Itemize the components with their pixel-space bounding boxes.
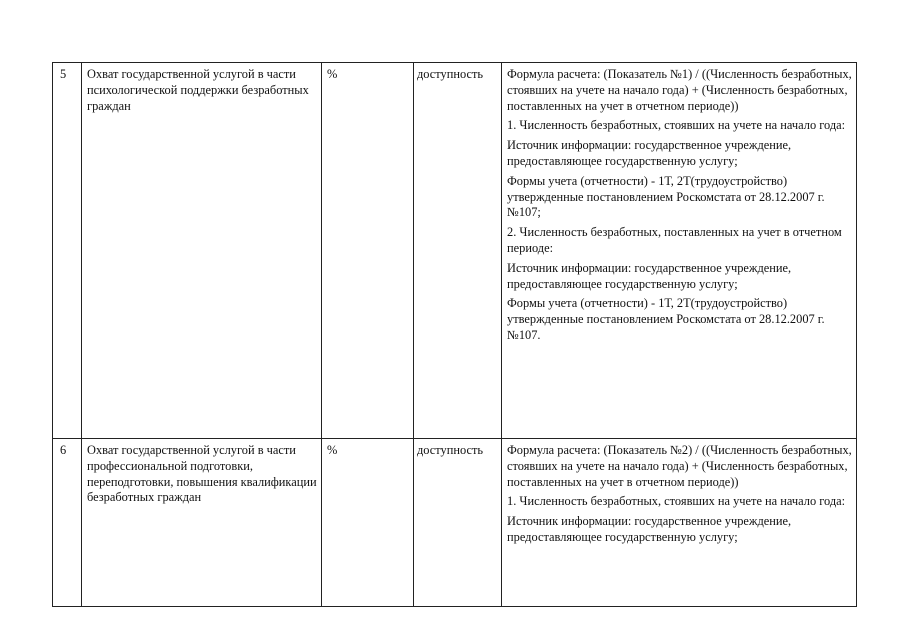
page-bottom-margin xyxy=(0,609,905,640)
method-paragraph: Источник информации: государственное учреждение, предоставляющее государственную услугу; xyxy=(507,514,792,544)
method-paragraph: 1. Численность безработных, стоявших на учете на начало года: xyxy=(507,494,846,509)
calculation-method xyxy=(502,439,857,607)
method-paragraph: Формы учета (отчетности) - 1Т, 2Т(трудоустройство) утвержденные постановлением Роскомстата от 28.12.2007 г.№107; xyxy=(507,173,825,220)
method-paragraph: Формула расчета: (Показатель №2) / ((Численность безработных, стоявших на учете на начало года) + (Численность безработных, поставленных на учет в отчетном периоде)) xyxy=(507,443,852,489)
method-paragraph: Формула расчета: (Показатель №1) / ((Численность безработных, стоявших на учете на начало года) + (Численность безработных, поставленных на учет в отчетном периоде)) xyxy=(507,67,852,113)
table-row xyxy=(53,63,857,439)
indicators-table xyxy=(52,62,857,607)
indicator-type: доступность xyxy=(414,439,502,607)
method-paragraph: 2. Численность безработных, поставленных на учет в отчетном периоде: xyxy=(507,225,842,255)
unit-of-measure: % xyxy=(322,63,414,439)
method-paragraph: Источник информации: государственное учреждение, предоставляющее государственную услугу; xyxy=(507,138,792,168)
method-paragraph: 1. Численность безработных, стоявших на учете на начало года: xyxy=(507,118,846,133)
row-number: 6 xyxy=(53,439,82,607)
method-paragraph: Формы учета (отчетности) - 1Т, 2Т(трудоустройство) утвержденные постановлением Роскомстата от 28.12.2007 г.№107. xyxy=(507,296,825,342)
indicator-name: Охват государственной услугой в части профессиональной подготовки, переподготовки, повышения квалификации безработных граждан xyxy=(82,439,322,607)
method-paragraph: Источник информации: государственное учреждение, предоставляющее государственную услугу; xyxy=(507,260,792,291)
table-row xyxy=(53,439,857,607)
row-number: 5 xyxy=(53,63,82,439)
indicator-name: Охват государственной услугой в части психологической поддержки безработных граждан xyxy=(82,63,322,439)
unit-of-measure: % xyxy=(322,439,414,607)
calculation-method xyxy=(502,63,857,439)
indicator-type: доступность xyxy=(414,63,502,439)
